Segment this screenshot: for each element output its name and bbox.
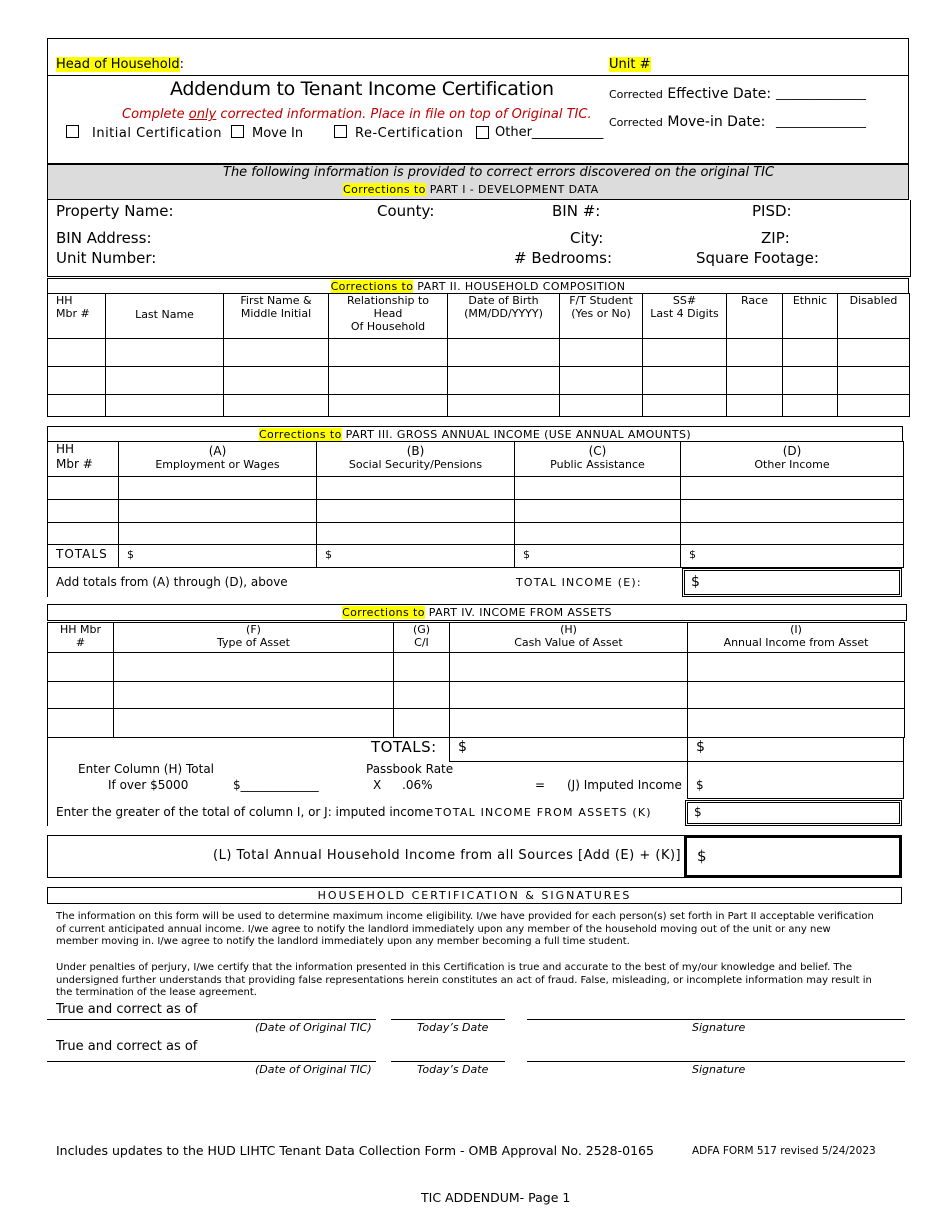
enter-greater-text: Enter the greater of the total of column I, or J: imputed income: [56, 805, 434, 819]
col-disabled: Disabled: [838, 294, 910, 339]
head-of-household-label: Head of Household:: [56, 57, 184, 72]
corrected-move-in-date: Corrected Move-in Date:: [609, 114, 766, 130]
bedrooms-label: # Bedrooms:: [514, 249, 613, 267]
signature-line-row1b[interactable]: [527, 1019, 905, 1020]
passbook-rate-label: Passbook Rate: [366, 762, 454, 776]
form-title: Addendum to Tenant Income Certification: [170, 78, 554, 100]
re-certification-label: Re-Certification: [355, 126, 464, 141]
total-b-field[interactable]: $: [317, 545, 515, 568]
part4-totals-label: TOTALS:: [371, 738, 437, 756]
form-subtitle: Complete only corrected information. Place in file on top of Original TIC.: [122, 107, 592, 122]
part3-header-row: [48, 442, 904, 477]
part3-left-rule: [47, 567, 48, 597]
signature-caption-1: Signature: [692, 1021, 746, 1034]
table-row[interactable]: [48, 682, 905, 709]
col-ci: (G) C/I: [394, 623, 450, 653]
total-a-field[interactable]: $: [119, 545, 317, 568]
square-footage-label: Square Footage:: [696, 249, 819, 267]
true-correct-label-1: True and correct as of: [56, 1002, 198, 1017]
page-number: TIC ADDENDUM- Page 1: [421, 1190, 571, 1205]
total-assets-k-label: TOTAL INCOME FROM ASSETS (K): [435, 806, 652, 819]
part3-title: Corrections to PART III. GROSS ANNUAL INCOME (USE ANNUAL AMOUNTS): [47, 426, 903, 442]
income-from-assets-table: [47, 622, 905, 738]
move-in-checkbox[interactable]: [231, 125, 244, 138]
passbook-rate-value: .06%: [402, 778, 433, 792]
enter-h-blank[interactable]: $_____________: [233, 778, 319, 792]
col-date-of-birth: Date of Birth (MM/DD/YYYY): [448, 294, 560, 339]
col-type-of-asset: (F) Type of Asset: [114, 623, 394, 653]
part4-title: Corrections to PART IV. INCOME FROM ASSETS: [47, 604, 907, 621]
signature-caption-2: Signature: [692, 1063, 746, 1076]
signature-line-row1: [47, 1019, 376, 1020]
pisd-label: PISD:: [752, 202, 792, 220]
certification-paragraph-2: Under penalties of perjury, I/we certify that the information presented in this Certification is true and accurate to the best of my/our knowledge and belief. The undersigned further understands that providing false representations herein constitutes an act of fraud. False, misleading, or incomplete information may result in the termination of the lease agreement.: [56, 962, 872, 998]
move-in-label: Move In: [252, 126, 304, 141]
table-row[interactable]: [48, 367, 910, 395]
table-row[interactable]: [48, 523, 904, 545]
imputed-income-field[interactable]: $: [687, 761, 904, 799]
header-divider: [47, 75, 909, 76]
equals-sign: =: [535, 778, 546, 792]
part2-title: Corrections to PART II. HOUSEHOLD COMPOSITION: [47, 278, 909, 294]
todays-date-line-row1[interactable]: [391, 1019, 505, 1020]
col-hh-mbr: HH Mbr #: [48, 442, 119, 477]
bin-address-label: BIN Address:: [56, 229, 152, 247]
signature-line-row2[interactable]: [47, 1061, 376, 1062]
part4-header-row: [48, 623, 905, 653]
total-household-field[interactable]: $: [684, 835, 902, 878]
todays-date-caption-2: Today’s Date: [417, 1063, 489, 1076]
signature-line-row2b[interactable]: [527, 1061, 905, 1062]
initial-certification-label: Initial Certification: [92, 126, 222, 141]
city-label: City:: [570, 229, 604, 247]
total-annual-income-field[interactable]: $: [687, 737, 904, 762]
table-row[interactable]: [48, 709, 905, 738]
col-other-income: (D) Other Income: [681, 442, 904, 477]
table-row[interactable]: [48, 339, 910, 367]
col-social-security: (B) Social Security/Pensions: [317, 442, 515, 477]
total-cash-value-field[interactable]: $: [449, 737, 688, 762]
move-in-date-blank[interactable]: _______________: [776, 114, 866, 128]
col-public-assistance: (C) Public Assistance: [515, 442, 681, 477]
enter-h-line2: If over $5000: [108, 778, 189, 792]
col-employment: (A) Employment or Wages: [119, 442, 317, 477]
certification-paragraph-1: The information on this form will be used to determine maximum income eligibility. I/we have provided for each person(s) set forth in Part II acceptable verification of current anticipated annual income. I/we agree to notify the landlord immediately upon any member of the household moving out of the unit or any new member moving in. I/we agree to notify the landlord immediately upon any member becoming a full time student.: [56, 911, 874, 947]
table-row[interactable]: [48, 477, 904, 500]
col-race: Race: [727, 294, 783, 339]
col-last-name: Last Name: [106, 294, 224, 339]
part1-title: Corrections to PART I - DEVELOPMENT DATA: [343, 183, 599, 196]
table-row[interactable]: [48, 500, 904, 523]
unit-number-field-label: Unit Number:: [56, 249, 157, 267]
household-composition-table: [47, 293, 910, 417]
col-relationship: Relationship to Head Of Household: [329, 294, 448, 339]
zip-label: ZIP:: [761, 229, 790, 247]
col-ft-student: F/T Student (Yes or No): [560, 294, 643, 339]
add-totals-text: Add totals from (A) through (D), above: [56, 575, 288, 589]
passbook-x: X: [373, 778, 382, 792]
col-hh-mbr: HH Mbr #: [48, 623, 114, 653]
total-assets-k-field[interactable]: $: [685, 800, 902, 826]
enter-h-line1: Enter Column (H) Total: [78, 762, 215, 776]
col-hh-mbr: HH Mbr #: [48, 294, 106, 339]
col-annual-income: (I) Annual Income from Asset: [688, 623, 905, 653]
col-first-name: First Name & Middle Initial: [224, 294, 329, 339]
part1-banner-text: The following information is provided to correct errors discovered on the original TIC: [223, 165, 775, 180]
total-income-e-field[interactable]: $: [682, 568, 902, 597]
other-checkbox[interactable]: [476, 126, 489, 139]
effective-date-blank[interactable]: _______________: [776, 86, 866, 100]
total-d-field[interactable]: $: [681, 545, 904, 568]
part4-left-rule: [47, 738, 48, 826]
hud-note: Includes updates to the HUD LIHTC Tenant Data Collection Form - OMB Approval No. 2528-0165: [56, 1143, 654, 1158]
col-ethnic: Ethnic: [783, 294, 838, 339]
re-certification-checkbox[interactable]: [334, 125, 347, 138]
totals-label: TOTALS: [48, 545, 119, 568]
date-original-caption-2: (Date of Original TIC): [255, 1063, 372, 1076]
table-row[interactable]: [48, 395, 910, 417]
corrected-effective-date: Corrected Effective Date:: [609, 86, 772, 102]
property-name-label: Property Name:: [56, 202, 174, 220]
total-c-field[interactable]: $: [515, 545, 681, 568]
col-ssn: SS# Last 4 Digits: [643, 294, 727, 339]
total-household-label: (L) Total Annual Household Income from all Sources [Add (E) + (K)]: [213, 848, 682, 863]
todays-date-caption-1: Today’s Date: [417, 1021, 489, 1034]
part2-header-row: [48, 294, 910, 339]
true-correct-label-2: True and correct as of: [56, 1039, 198, 1054]
total-income-e-label: TOTAL INCOME (E):: [516, 576, 642, 589]
totals-row: [48, 545, 904, 568]
table-row[interactable]: [48, 653, 905, 682]
county-label: County:: [377, 202, 435, 220]
initial-certification-checkbox[interactable]: [66, 125, 79, 138]
gross-income-table: [47, 441, 904, 568]
form-id: ADFA FORM 517 revised 5/24/2023: [692, 1145, 876, 1157]
col-cash-value: (H) Cash Value of Asset: [450, 623, 688, 653]
unit-number-label: Unit #: [609, 57, 651, 72]
certification-title: HOUSEHOLD CERTIFICATION & SIGNATURES: [47, 887, 902, 904]
date-original-caption-1: (Date of Original TIC): [255, 1021, 372, 1034]
imputed-income-label: (J) Imputed Income: [567, 778, 682, 792]
other-label[interactable]: Other___________: [495, 125, 604, 140]
todays-date-line-row2[interactable]: [391, 1061, 505, 1062]
bin-label: BIN #:: [552, 202, 601, 220]
